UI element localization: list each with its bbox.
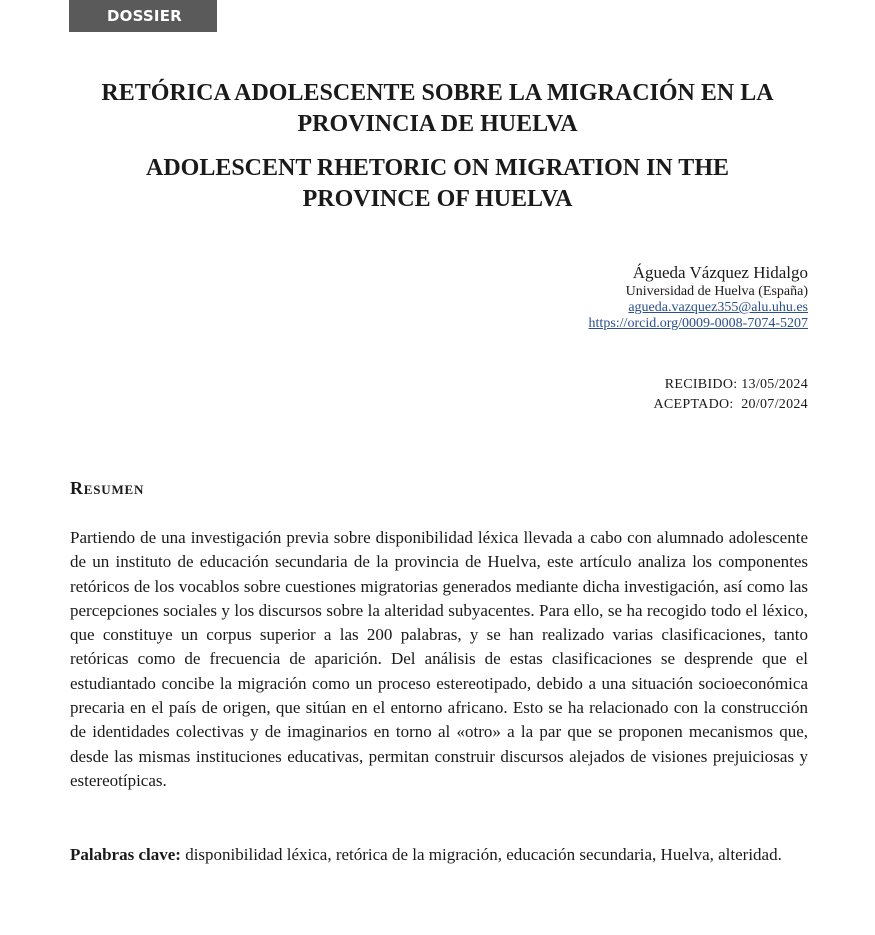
author-block <box>589 262 808 332</box>
received-date: RECIBIDO: 13/05/2024 <box>664 377 808 392</box>
author-name: Águeda Vázquez Hidalgo <box>632 263 808 282</box>
accepted-date: ACEPTADO: 20/07/2024 <box>653 397 808 412</box>
spanish-title-line-2: PROVINCIA DE HUELVA <box>297 111 578 137</box>
author-email-link[interactable]: agueda.vazquez355@alu.uhu.es <box>628 300 808 315</box>
keywords-text: disponibilidad léxica, retórica de la migración, educación secundaria, Huelva, alteridad. <box>185 845 782 864</box>
submission-dates <box>653 375 808 415</box>
spanish-title <box>60 78 815 140</box>
article-titles <box>60 78 815 215</box>
english-title-line-1: ADOLESCENT RHETORIC ON MIGRATION IN THE <box>145 155 729 181</box>
author-affiliation: Universidad de Huelva (España) <box>625 284 808 299</box>
abstract-heading: Resumen <box>70 478 145 498</box>
spanish-title-line-1: RETÓRICA ADOLESCENTE SOBRE LA MIGRACIÓN EN LA <box>101 80 774 106</box>
author-orcid-link[interactable]: https://orcid.org/0009-0008-7074-5207 <box>588 316 808 331</box>
keywords <box>70 843 808 867</box>
abstract-body: Partiendo de una investigación previa sobre disponibilidad léxica llevada a cabo con alumnado adolescente de un instituto de educación secundaria de la provincia de Huelva, este artículo analiza los componentes retóricos de los vocablos sobre cuestiones migratorias generados mediante dicha investigación, así como las percepciones sociales y los discursos sobre la alteridad subyacentes. Para ello, se ha recogido todo el léxico, que constituye un corpus superior a las 200 palabras, y se han realizado varias clasificaciones, tanto retóricas como de frecuencia de aparición. Del análisis de estas clasificaciones se desprende que el estudiantado concibe la migración como un proceso estereotipado, debido a una situación socioeconómica precaria en el país de origen, que sitúan en el entorno africano. Esto se ha relacionado con la construcción de identidades colectivas y de imaginarios en torno al «otro» a la par que se proponen mecanismos que, desde las mismas instituciones educativas, permitan construir discursos alejados de visiones prejuiciosas y estereotípicas. <box>70 528 808 790</box>
english-title <box>60 153 815 215</box>
section-tag: DOSSIER <box>69 0 217 32</box>
english-title-line-2: PROVINCE OF HUELVA <box>302 186 573 212</box>
keywords-label: Palabras clave: <box>70 845 181 864</box>
